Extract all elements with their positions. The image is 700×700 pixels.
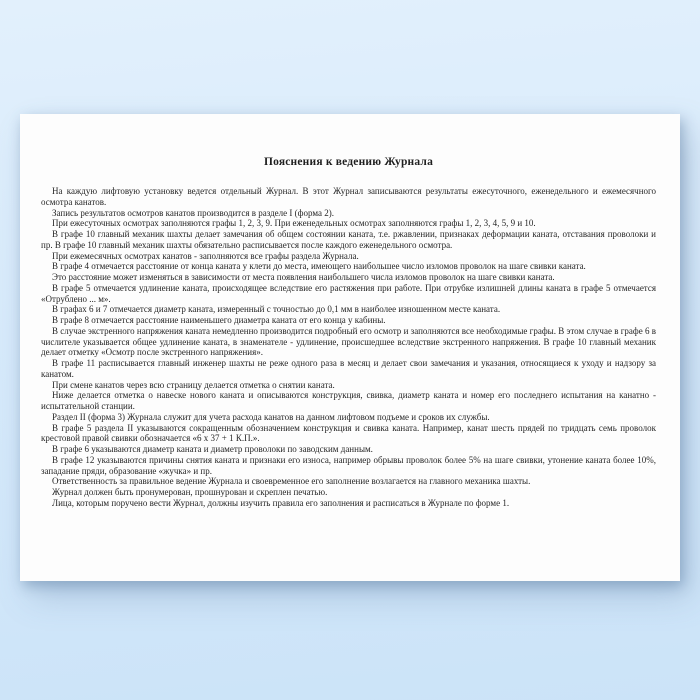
paragraph: В графе 4 отмечается расстояние от конца каната у клети до места, имеющего наибольшее число изломов проволок на шаге свивки каната.	[52, 261, 586, 272]
paragraph: В графе 12 указываются причины снятия каната и признаки его износа, например обрывы проволок более 5% на шаге свивки, утонение каната более 10%, западание пряди, образование «жучка» и пр.	[41, 454, 656, 476]
paragraph: На каждую лифтовую установку ведется отдельный Журнал. В этот Журнал записываются результаты ежесуточного, еженедельного и ежемесячного осмотра канатов.	[41, 186, 656, 207]
paragraph: В графе 5 отмечается удлинение каната, происходящее вследствие его растяжения при работе. При отрубке излишней длины каната в графе 5 отмечается «Отрублено ... м».	[41, 282, 656, 304]
paragraph: Это расстояние может изменяться в зависимости от места появления наибольшего числа изломов проволок на шаге свивки каната.	[52, 272, 555, 282]
paragraph: В графе 8 отмечается расстояние наименьшего диаметра каната от его конца у кабины.	[52, 315, 386, 325]
paragraph: Запись результатов осмотров канатов производится в разделе I (форма 2).	[52, 207, 334, 218]
document-title: Пояснения к ведению Журнала	[263, 156, 434, 168]
paragraph: При ежемесячных осмотрах канатов - заполняются все графы раздела Журнала.	[52, 250, 359, 261]
paragraph: Ниже делается отметка о навеске нового каната и описываются конструкция, свивка, диаметр каната и номер его последнего испытания на канатно - испытательной станции.	[41, 390, 656, 411]
paragraph: В графе 10 главный механик шахты делает замечания об общем состоянии каната, т.е. ржавлении, признаках деформации каната, отставания проволоки и пр. В графе 10 главный механик шахты обязательно расписывается после каждого еженедельного осмотра.	[41, 229, 656, 250]
document-body	[41, 186, 656, 509]
paragraph: При ежесуточных осмотрах заполняются графы 1, 2, 3, 9. При еженедельных осмотрах заполняются графы 1, 2, 3, 4, 5, 9 и 10.	[52, 218, 536, 229]
paragraph: В графах 6 и 7 отмечается диаметр каната, измеренный с точностью до 0,1 мм в наиболее изношенном месте каната.	[52, 304, 501, 315]
paragraph: При смене канатов через всю страницу делается отметка о снятии каната.	[52, 379, 335, 390]
paragraph: В графе 5 раздела II указываются сокращенным обозначением конструкция и свивка каната. Например, канат шесть прядей по тридцать семь проволок крестовой правой свивки обозначается «6 х 37 + 1 К.П.».	[41, 422, 656, 444]
paragraph: Лица, которым поручено вести Журнал, должны изучить правила его заполнения и расписаться в Журнале по форме 1.	[52, 497, 510, 508]
paragraph: Ответственность за правильное ведение Журнала и своевременное его заполнение возлагается на главного механика шахты.	[52, 476, 531, 487]
paragraph: Журнал должен быть пронумерован, прошнурован и скреплен печатью.	[52, 487, 328, 497]
document-page	[20, 114, 680, 581]
paragraph: Раздел II (форма 3) Журнала служит для учета расхода канатов на данном лифтовом подъеме и сроков их службы.	[52, 411, 490, 422]
paragraph: В графе 6 указываются диаметр каната и диаметр проволоки по заводским данным.	[52, 444, 373, 454]
paragraph: В случае экстренного напряжения каната немедленно производится подробный его осмотр и заполняются все необходимые графы. В этом случае в графе 6 в числителе указывается общее удлинение каната, в знаменателе - удлинение, происшедшее вследствие экстренного напряжения. В графе 10 главный механик делает отметку «Осмотр после экстренного напряжения».	[41, 325, 656, 358]
paragraph: В графе 11 расписывается главный инженер шахты не реже одного раза в месяц и делает свои замечания и указания, относящиеся к уходу и надзору за канатом.	[41, 358, 656, 379]
